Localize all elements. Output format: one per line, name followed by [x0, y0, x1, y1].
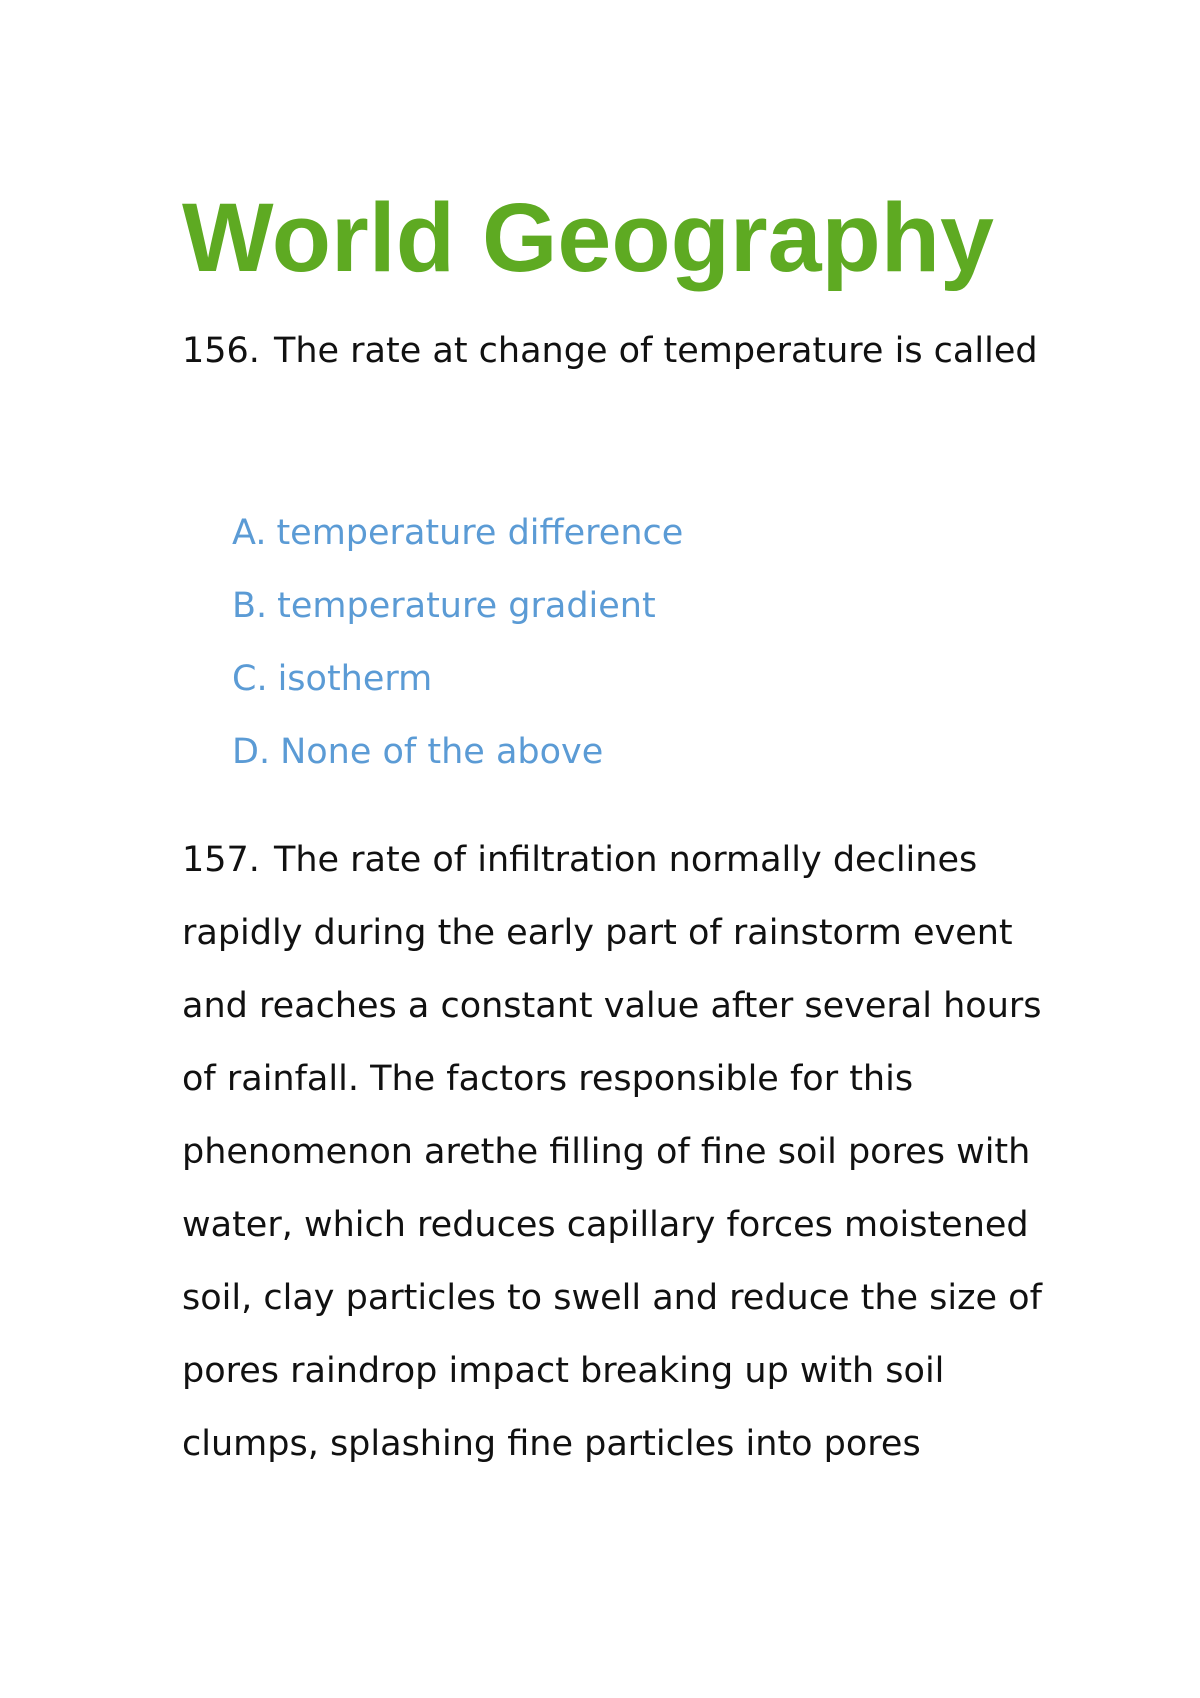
- option-c: [232, 643, 683, 716]
- option-b: [232, 570, 683, 643]
- question-157: [182, 824, 1042, 1481]
- option-a: [232, 497, 683, 570]
- option-text: None of the above: [280, 732, 604, 772]
- question-text: The rate at change of temperature is called: [273, 331, 1038, 371]
- option-letter: C.: [232, 659, 268, 699]
- question-156: [182, 315, 1042, 388]
- option-d: [232, 716, 683, 789]
- question-text: The rate of infiltration normally declines rapidly during the early part of rainstorm event and reaches a constant value after several hours of rainfall. The factors responsible for this phenomenon arethe filling of fine soil pores with water, which reduces capillary forces moistened soil, clay particles to swell and reduce the size of pores raindrop impact breaking up with soil clumps, splashing fine particles into pores: [182, 840, 1042, 1464]
- option-text: temperature difference: [276, 513, 684, 553]
- document-title: World Geography: [182, 183, 994, 292]
- option-text: isotherm: [277, 659, 433, 699]
- question-number: 156.: [182, 331, 260, 371]
- option-text: temperature gradient: [277, 586, 656, 626]
- question-number: 157.: [182, 840, 260, 880]
- option-letter: B.: [232, 586, 268, 626]
- option-letter: A.: [232, 513, 267, 553]
- question-156-options: [232, 497, 683, 789]
- option-letter: D.: [232, 732, 271, 772]
